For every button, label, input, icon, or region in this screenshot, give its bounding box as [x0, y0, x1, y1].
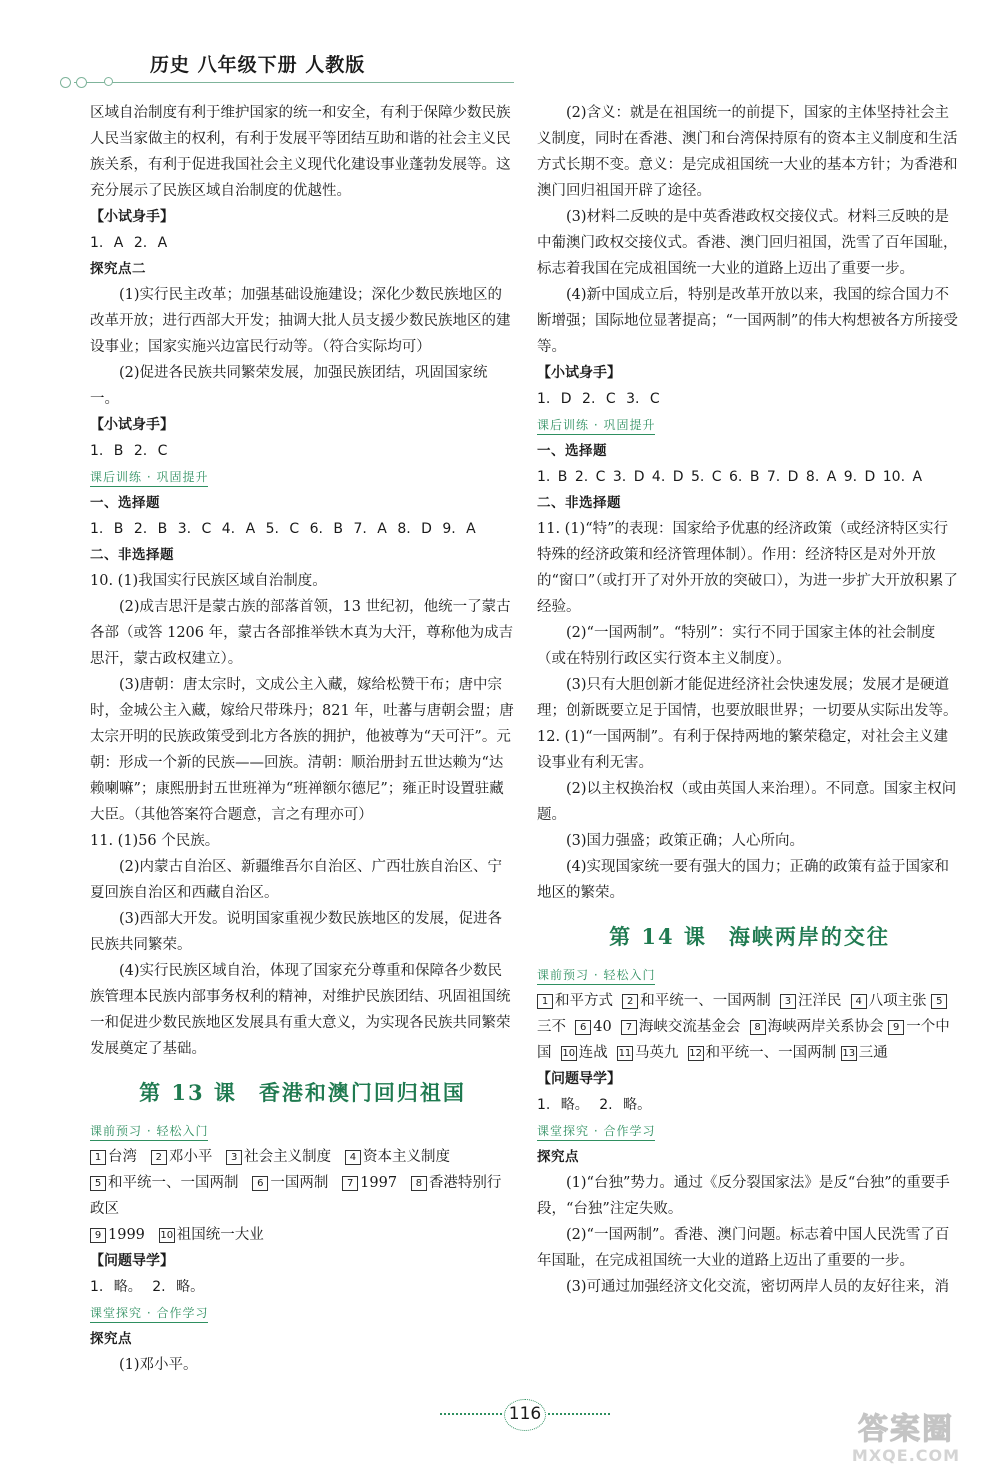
answer-item: 8 海峡两岸关系协会	[750, 1019, 884, 1035]
answer-item: 4 八项主张	[851, 993, 927, 1009]
answer-item: 2 邓小平	[151, 1149, 213, 1165]
answer-item: 10 连战	[562, 1045, 608, 1061]
lesson-title	[90, 1076, 515, 1110]
paragraph: (3)材料二反映的是中英香港政权交接仪式。材料三反映的是中葡澳门政权交接仪式。香港、澳门回归祖国，洗雪了百年国耻，标志着我国在完成祖国统一大业的道路上迈出了重要一步。	[537, 209, 958, 277]
paragraph: (1)实行民主改革；加强基础设施建设；深化少数民族地区的改革开放；进行西部大开发；抽调大批人员支援少数民族地区的建设事业；国家实施兴边富民行动等。（符合实际均可）	[90, 287, 511, 355]
answer-item: 6 一国两制	[252, 1175, 328, 1191]
answer-item: 3 社会主义制度	[226, 1149, 331, 1165]
section-heading: 探究点二	[90, 261, 146, 277]
paragraph: 区域自治制度有利于维护国家的统一和安全，有利于保障少数民族人民当家做主的权利，有利于发展平等团结互助和谐的社会主义民族关系，有利于促进我国社会主义现代化建设事业蓬勃发展等。这充分展示了民族区域自治制度的优越性。	[90, 105, 511, 199]
section-heading: 探究点	[90, 1331, 132, 1347]
answer-line: 1. B 2. B 3. C 4. A 5. C 6. B 7. A 8. D 9. A	[90, 521, 476, 537]
section-heading: 一、选择题	[90, 495, 160, 511]
answer-item: 5三不	[537, 993, 949, 1035]
answer-item: 1 台湾	[90, 1149, 137, 1165]
paragraph: (2)成吉思汗是蒙古族的部落首领，13 世纪初，他统一了蒙古各部（或答 1206 年，蒙古各部推举铁木真为大汗，尊称他为成吉思汗，蒙古政权建立）。	[90, 599, 514, 667]
paragraph: 11. (1)“特”的表现：国家给予优惠的经济政策（或经济特区实行特殊的经济政策和经济管理体制）。作用：经济特区是对外开放的“窗口”（或打开了对外开放的突破口），为进一步扩大开放积累了经验。	[537, 521, 958, 615]
watermark-text-bottom: MXQE.COM	[851, 1446, 961, 1465]
section-tag: 课堂探究 · 合作学习	[537, 1122, 655, 1141]
paragraph: (2)内蒙古自治区、新疆维吾尔自治区、广西壮族自治区、宁夏回族自治区和西藏自治区。	[90, 859, 503, 901]
answer-item: 7 海峡交流基金会	[621, 1019, 741, 1035]
numbered-answers	[90, 1144, 515, 1248]
answer-line: 1. B 2. C 3. D 4. D 5. C 6. B 7. D 8. A 9. D 10. A	[537, 469, 923, 485]
section-heading: 二、非选择题	[90, 547, 174, 563]
paragraph: 10. (1)我国实行民族区域自治制度。	[90, 573, 327, 589]
answer-item: 4 资本主义制度	[345, 1149, 450, 1165]
paragraph: (4)新中国成立后，特别是改革开放以来，我国的综合国力不断增强；国际地位显著提高；“一国两制”的伟大构想被各方所接受等。	[537, 287, 958, 355]
paragraph: (4)实现国家统一要有强大的国力；正确的政策有益于国家和地区的繁荣。	[537, 859, 950, 901]
paragraph: (3)唐朝：唐太宗时，文成公主入藏，嫁给松赞干布；唐中宗时，金城公主入藏，嫁给尺带珠丹；821 年，吐蕃与唐朝会盟；唐太宗开明的民族政策受到北方各族的拥护，他被尊为“天可汗”。元朝：形成一个新的民族——回族。清朝：顺治册封五世达赖为“达赖喇嘛”；康熙册封五世班禅为“班禅额尔德尼”；雍正时设置驻藏大臣。（其他答案符合题意，言之有理亦可）	[90, 677, 514, 823]
section-heading: 【小试身手】	[90, 209, 174, 225]
right-column	[537, 100, 962, 1300]
header-ornament-circle	[76, 77, 87, 88]
lesson-title	[537, 920, 962, 954]
footer-dots-left	[440, 1413, 502, 1415]
section-tag: 课前预习 · 轻松入门	[90, 1122, 208, 1141]
lesson-number: 第 13 课	[139, 1080, 237, 1105]
paragraph: (2)促进各民族共同繁荣发展，加强民族团结，巩固国家统一。	[90, 365, 488, 407]
section-heading: 【小试身手】	[90, 417, 174, 433]
answer-item: 13 三通	[842, 1045, 888, 1061]
answer-line: 1. D 2. C 3. C	[537, 391, 660, 407]
answer-item: 1 和平方式	[537, 993, 613, 1009]
answer-line: 1. A 2. A	[90, 235, 168, 251]
answer-item: 2 和平统一、一国两制	[622, 993, 771, 1009]
watermark-graphic	[836, 1405, 976, 1467]
header-ornament-circle	[104, 77, 113, 86]
paragraph: (2)“一国两制”。“特别”：实行不同于国家主体的社会制度（或在特别行政区实行资本主义制度）。	[537, 625, 936, 667]
paragraph: (4)实行民族区域自治，体现了国家充分尊重和保障各少数民族管理本民族内部事务权利的精神，对维护民族团结、巩固祖国统一和促进少数民族地区发展具有重大意义，为实现各民族共同繁荣发展奠定了基础。	[90, 963, 511, 1057]
paragraph: 12. (1)“一国两制”。有利于保持两地的繁荣稳定，对社会主义建设事业有利无害。	[537, 729, 949, 771]
answer-item: 10 祖国统一大业	[160, 1227, 264, 1243]
paragraph: (3)国力强盛；政策正确；人心所向。	[566, 833, 805, 849]
paragraph: (2)“一国两制”。香港、澳门问题。标志着中国人民洗雪了百年国耻，在完成祖国统一大业的道路上迈出了重要的一步。	[537, 1227, 950, 1269]
paragraph: (1)邓小平。	[119, 1357, 198, 1373]
section-tag: 课后训练 · 巩固提升	[90, 468, 208, 487]
watermark-logo	[836, 1405, 976, 1467]
section-heading: 【小试身手】	[537, 365, 621, 381]
section-heading: 【问题导学】	[537, 1071, 621, 1087]
paragraph: (2)以主权换治权（或由英国人来治理）。不同意。国家主权问题。	[537, 781, 957, 823]
answer-item: 9 1999	[90, 1227, 145, 1243]
paragraph: (1)“台独”势力。通过《反分裂国家法》是反“台独”的重要手段，“台独”注定失败。	[537, 1175, 950, 1217]
section-tag: 课前预习 · 轻松入门	[537, 966, 655, 985]
paragraph: (3)可通过加强经济文化交流，密切两岸人员的友好往来，消	[566, 1279, 950, 1295]
footer-dots-right	[548, 1413, 610, 1415]
header-rule	[74, 82, 514, 83]
answer-item: 3 汪洋民	[780, 993, 842, 1009]
page-header	[60, 44, 530, 94]
lesson-number: 第 14 课	[609, 924, 707, 949]
section-tag: 课堂探究 · 合作学习	[90, 1304, 208, 1323]
lesson-name: 海峡两岸的交往	[728, 924, 890, 949]
answer-line: 1. B 2. C	[90, 443, 168, 459]
section-heading: 探究点	[537, 1149, 579, 1165]
section-heading: 【问题导学】	[90, 1253, 174, 1269]
page-number: 116	[508, 1404, 542, 1424]
section-heading: 二、非选择题	[537, 495, 621, 511]
answer-item: 6 40	[575, 1019, 611, 1035]
paragraph: (3)只有大胆创新才能促进经济社会快速发展；发展才是硬道理；创新既要立足于国情，也要放眼世界；一切要从实际出发等。	[537, 677, 958, 719]
answer-item: 12 和平统一、一国两制	[689, 1045, 837, 1061]
paragraph: 11. (1)56 个民族。	[90, 833, 220, 849]
answer-item: 5 和平统一、一国两制	[90, 1175, 239, 1191]
lesson-name: 香港和澳门回归祖国	[258, 1080, 466, 1105]
page-footer	[440, 1398, 610, 1432]
section-heading: 一、选择题	[537, 443, 607, 459]
answer-item: 11 马英九	[618, 1045, 679, 1061]
watermark-text-top: 答案圈	[858, 1412, 954, 1447]
paragraph: (2)含义：就是在祖国统一的前提下，国家的主体坚持社会主义制度，同时在香港、澳门和台湾保持原有的资本主义制度和生活方式长期不变。意义：是完成祖国统一大业的基本方针；为香港和澳门回归祖国开辟了途径。	[537, 105, 958, 199]
left-column	[90, 100, 515, 1378]
paragraph: (3)西部大开发。说明国家重视少数民族地区的发展，促进各民族共同繁荣。	[90, 911, 503, 953]
answer-item: 9 一个中国	[537, 1019, 950, 1061]
section-tag: 课后训练 · 巩固提升	[537, 416, 655, 435]
numbered-answers	[537, 988, 962, 1066]
answer-item: 8 香港特别行政区	[90, 1175, 502, 1217]
header-title: 历史 八年级下册 人教版	[150, 54, 366, 76]
answer-line: 1. 略。 2. 略。	[537, 1097, 652, 1113]
header-ornament-circle	[60, 77, 71, 88]
answer-line: 1. 略。 2. 略。	[90, 1279, 205, 1295]
answer-item: 7 1997	[342, 1175, 397, 1191]
